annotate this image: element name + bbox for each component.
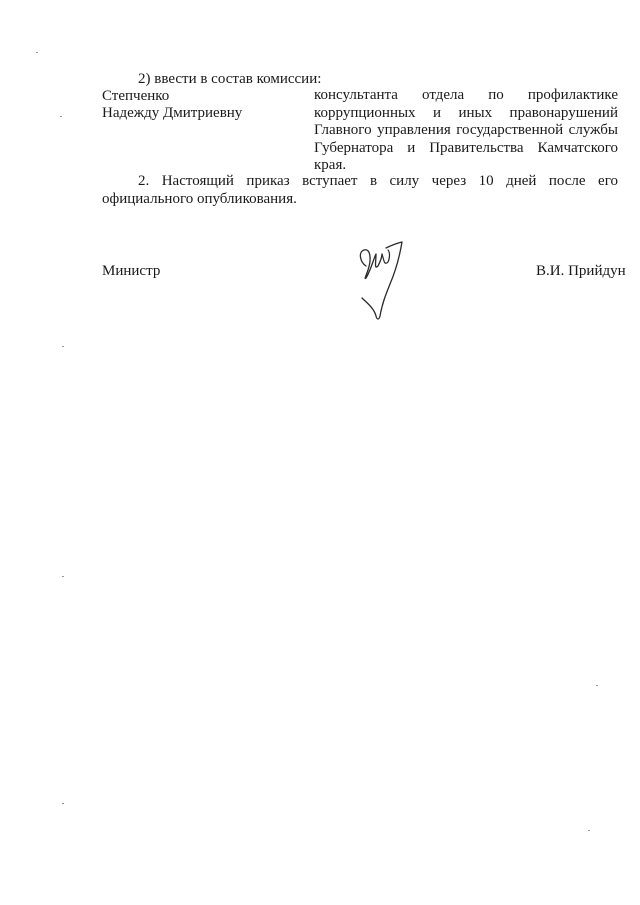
scan-speck xyxy=(62,576,64,577)
position-line: консультанта отдела по профилактике xyxy=(314,87,618,103)
position-line: коррупционных и иных правонарушений xyxy=(314,104,618,121)
position-line: Губернатора и Правительства Камчатского xyxy=(314,139,618,156)
signatory-title: Министр xyxy=(102,263,161,279)
member-given-names: Надежду Дмитриевну xyxy=(102,105,243,121)
scan-speck xyxy=(60,116,62,117)
member-surname: Степченко xyxy=(102,88,170,104)
scan-speck xyxy=(588,830,590,831)
scan-speck xyxy=(596,685,598,686)
position-line: Главного управления государственной службы xyxy=(314,122,618,138)
handwritten-signature xyxy=(352,236,408,326)
position-line: края. xyxy=(314,157,347,173)
scan-speck xyxy=(62,803,64,804)
member-position xyxy=(314,87,618,175)
scan-speck xyxy=(36,52,38,53)
commission-item-heading: 2) ввести в состав комиссии: xyxy=(138,71,322,87)
paragraph-2-line: официального опубликования. xyxy=(102,191,297,207)
scan-speck xyxy=(62,346,64,347)
paragraph-2-line: 2. Настоящий приказ вступает в силу через 10 дней после его xyxy=(138,173,618,189)
signatory-name: В.И. Прийдун xyxy=(536,263,626,279)
paragraph-2 xyxy=(102,172,618,208)
